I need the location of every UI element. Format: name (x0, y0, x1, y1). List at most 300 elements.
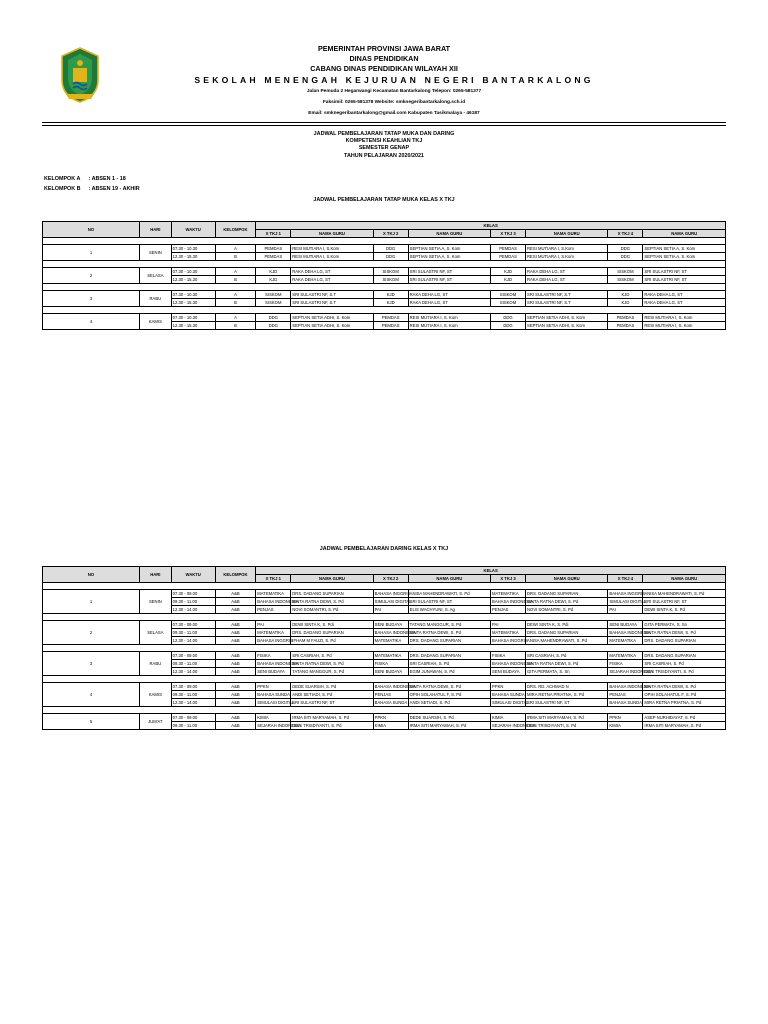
table-cell: MIRA RETNA PRIATNA, S. Pd (643, 699, 726, 707)
table-cell: DEDE SUARSIH, S. Pd (408, 714, 490, 722)
spacer-cell (491, 238, 526, 245)
table-cell: PENJAS (373, 691, 408, 699)
spacer-cell (643, 614, 726, 621)
spacer-cell (608, 238, 643, 245)
table-cell: PAI (373, 606, 408, 614)
table-row (43, 714, 726, 722)
table-cell: DRS. DADANG SUPARIAN (643, 652, 726, 660)
table-cell: SINTA RATNA DEWI, S. Pd (291, 660, 373, 668)
table-cell: 12.30 - 15.30 (171, 276, 215, 284)
table-cell: PENJAS (256, 606, 291, 614)
spacer-cell (526, 676, 608, 683)
table-cell: A (215, 291, 256, 299)
table-cell: BAHASA INDONESIA (492, 661, 534, 666)
spacer-cell (43, 614, 140, 621)
table-cell: SINTA RATNA DEWI, S. Pd (643, 683, 726, 691)
letterhead-contact: Faksimil: 0265-581378 Website: smknegeribantarkalong.sch.id (322, 100, 466, 105)
spacer-cell (408, 284, 490, 291)
table-cell: 09.30 - 11.00 (171, 598, 215, 606)
table-cell: A&B (215, 660, 256, 668)
spacer-cell (171, 707, 215, 714)
table-row (43, 621, 726, 629)
document-heading (0, 131, 768, 160)
header-col: NAMA GURU (526, 230, 608, 238)
table-cell: B (215, 322, 256, 330)
table-cell: SENI BUDAYA (608, 621, 643, 629)
table-cell: A&B (215, 606, 256, 614)
table-cell: A&B (215, 683, 256, 691)
table-cell: SINTA RATNA DEWI, S. Pd (408, 629, 490, 637)
spacer-cell (140, 645, 172, 652)
header-waktu: WAKTU (171, 567, 215, 583)
table-cell: ANISA MAHENDRAWATI, S. Pd (408, 590, 490, 598)
table-cell: SEPTIAN SETIA A, S. Kom (408, 245, 490, 253)
table-cell: 07.30 - 10.30 (171, 245, 215, 253)
table-cell: SINTA RATNA DEWI, S. Pd (291, 598, 373, 606)
table-cell: SISKOM (491, 291, 526, 299)
spacer-cell (408, 238, 490, 245)
spacer-cell (608, 614, 643, 621)
spacer-row (43, 707, 726, 714)
table-cell: ANISA MAHENDRAWATI, S. Pd (643, 590, 726, 598)
table-cell: 07.30 - 10.30 (171, 314, 215, 322)
spacer-cell (171, 261, 215, 268)
header-col: X TKJ 3 (491, 575, 526, 583)
spacer-cell (140, 284, 172, 291)
spacer-cell (643, 676, 726, 683)
spacer-cell (526, 707, 608, 714)
table-cell: SEPTIAN SETIA A, S. Kom (643, 253, 726, 261)
spacer-cell (373, 645, 408, 652)
table-cell: ASEP NURHIDAYAT, S. Pd (643, 714, 726, 722)
daring-schedule-table (42, 566, 726, 730)
table-cell: BAHASA INGGRIS (374, 591, 411, 596)
table-cell: DEIS TRISDIYANTI, S. Pd (291, 722, 373, 730)
table-cell: SISKOM (608, 276, 643, 284)
header-col: NAMA GURU (291, 575, 373, 583)
table-cell: BAHASA INGGRIS (609, 591, 646, 596)
table-cell: DDG (373, 253, 408, 261)
table-cell: PPKN (491, 683, 526, 691)
day-name: SENIN (140, 245, 172, 261)
spacer-cell (291, 645, 373, 652)
table-row (43, 245, 726, 253)
table-cell: MATEMATIKA (491, 629, 526, 637)
table-cell: FISIKA (608, 660, 643, 668)
day-no: 3 (43, 291, 140, 307)
header-col: NAMA GURU (643, 230, 726, 238)
table-cell: A&B (215, 714, 256, 722)
heading-line4: TAHUN PELAJARAN 2020/2021 (344, 152, 424, 159)
spacer-cell (140, 261, 172, 268)
table-cell: SRI SULASTRI NF, ST (643, 268, 726, 276)
table-cell: RAKA DEHA LG, ST (643, 299, 726, 307)
table-cell: A&B (215, 637, 256, 645)
spacer-row (43, 583, 726, 590)
table-header-row (43, 222, 726, 230)
spacer-cell (291, 614, 373, 621)
table-cell: SINTA RATNA DEWI, S. Pd (408, 683, 490, 691)
table-cell: SRI SULASTRI NF, S.T (291, 299, 373, 307)
table-cell: KIMIA (256, 714, 291, 722)
table-cell: IFHAM M FAUZI, S. Pd (291, 637, 373, 645)
spacer-cell (526, 238, 608, 245)
table-cell: DRS. DADANG SUPARIAN (643, 637, 726, 645)
table-cell: SEJARAH INDONESIA (492, 723, 536, 728)
table-cell: KJD (373, 291, 408, 299)
table-cell: SISKOM (256, 291, 291, 299)
header-col: X TKJ 4 (608, 575, 643, 583)
table-cell: DEDE SUARSIH, S. Pd (291, 683, 373, 691)
table-cell: 09.30 - 11.00 (171, 629, 215, 637)
table-cell: RAKA DEHA LG, ST (526, 268, 608, 276)
table-cell: RESI MUTIARA I, S.Kom (526, 253, 608, 261)
header-col: X TKJ 4 (608, 230, 643, 238)
table-cell: ANDI SETIADI, S. Pd (291, 691, 373, 699)
table-cell: SRI SULASTRI NF, S.T (291, 291, 373, 299)
header-col: X TKJ 1 (256, 230, 291, 238)
spacer-cell (373, 307, 408, 314)
table-cell: A&B (215, 722, 256, 730)
header-col: X TKJ 2 (373, 575, 408, 583)
table-cell: MIRA RETNA PRIATNA, S. Pd (526, 691, 608, 699)
spacer-cell (408, 645, 490, 652)
table-cell: KJD (491, 268, 526, 276)
table-cell: EGIM JUNAWAN, S. Pd (408, 668, 490, 676)
table-cell: SRI SULASTRI NF, ST (291, 699, 373, 707)
table-cell: DEWI SINTA K, S. Pd (643, 606, 726, 614)
table-cell: SIMULASI DIGITAL (374, 599, 412, 604)
spacer-cell (373, 676, 408, 683)
table-cell: DEIS TRISDIYANTI, S. Pd (526, 722, 608, 730)
spacer-cell (215, 284, 256, 291)
header-col: NAMA GURU (408, 230, 490, 238)
table-cell: B (215, 276, 256, 284)
table-cell: BAHASA INDONESIA (257, 599, 299, 604)
spacer-cell (491, 583, 526, 590)
table-cell: ANISA MAHENDRAWATI, S. Pd (526, 637, 608, 645)
table-cell: RESI MUTIARA I, S. Kom (643, 314, 726, 322)
spacer-cell (291, 307, 373, 314)
spacer-cell (373, 284, 408, 291)
day-name: RABU (140, 291, 172, 307)
table-cell: KJD (491, 276, 526, 284)
table-cell: DRS. DADANG SUPARIAN (526, 590, 608, 598)
heading-line1: JADWAL PEMBELAJARAN TATAP MUKA DAN DARING (313, 131, 455, 137)
table-cell: SRI SULASTRI NF, ST (408, 268, 490, 276)
spacer-cell (43, 284, 140, 291)
day-name: KAMIS (140, 314, 172, 330)
header-hari: HARI (140, 567, 172, 583)
table-cell: MATEMATIKA (608, 652, 643, 660)
table-cell: PPKN (256, 683, 291, 691)
day-no: 3 (43, 652, 140, 676)
day-name: SELASA (140, 621, 172, 645)
table-cell: RESI MUTIARA I, S. Kom (643, 322, 726, 330)
table-cell: 07.30 - 09.00 (171, 683, 215, 691)
table-cell: SIMULASI DIGITAL (257, 700, 294, 705)
spacer-cell (643, 284, 726, 291)
table-cell: SRI SULASTRI NF, ST (643, 276, 726, 284)
table-cell: SENI BUDAYA (373, 668, 408, 676)
table-cell: RESI MUTIARA I, S.Kom (526, 245, 608, 253)
header-col: X TKJ 3 (491, 230, 526, 238)
spacer-cell (215, 583, 256, 590)
table-cell: PENJAS (491, 606, 526, 614)
table-cell: RAKA DEHA LG, ST (291, 276, 373, 284)
day-name: JUM'AT (140, 714, 172, 730)
spacer-cell (608, 676, 643, 683)
table-cell: 12.30 - 15.30 (171, 322, 215, 330)
spacer-cell (215, 614, 256, 621)
spacer-cell (256, 676, 291, 683)
header-kelas: KELAS (256, 222, 726, 230)
spacer-cell (408, 583, 490, 590)
table-cell: A&B (215, 590, 256, 598)
header-col: X TKJ 1 (256, 575, 291, 583)
table-cell: DRS. DADANG SUPARIAN (408, 637, 490, 645)
table-cell: BAHASA INGGRIS (257, 638, 293, 643)
table-cell: PEMDAS (256, 253, 291, 261)
table-cell: SISKOM (256, 299, 291, 307)
table-cell: DDG (491, 314, 526, 322)
table-cell: BAHASA INDONESIA (609, 630, 651, 635)
spacer-cell (491, 614, 526, 621)
spacer-cell (491, 284, 526, 291)
table-cell: PEMDAS (608, 322, 643, 330)
table-cell: PAI (491, 621, 526, 629)
spacer-cell (215, 676, 256, 683)
table-cell: 09.30 - 11.00 (171, 691, 215, 699)
spacer-cell (215, 645, 256, 652)
table-cell: SEJARAH INDONESIA (609, 669, 653, 674)
table-cell: KJD (256, 268, 291, 276)
spacer-cell (256, 645, 291, 652)
spacer-cell (291, 707, 373, 714)
heading-line3: SEMESTER GENAP (358, 145, 410, 152)
table-cell: RAKA DEHA LG, ST (526, 276, 608, 284)
spacer-cell (526, 284, 608, 291)
header-col: X TKJ 2 (373, 230, 408, 238)
table-cell: TATANG MANGGUR, S. Pd (291, 668, 373, 676)
spacer-cell (140, 583, 172, 590)
day-name: RABU (140, 652, 172, 676)
spacer-cell (140, 614, 172, 621)
spacer-cell (256, 261, 291, 268)
day-name: SELASA (140, 268, 172, 284)
spacer-cell (291, 261, 373, 268)
day-name: KAMIS (140, 683, 172, 707)
header-col: NAMA GURU (291, 230, 373, 238)
table-cell: A (215, 314, 256, 322)
spacer-cell (491, 645, 526, 652)
table-cell: DRS. DADANG SUPARIAN (526, 629, 608, 637)
spacer-cell (215, 707, 256, 714)
table-cell: SISKOM (491, 299, 526, 307)
spacer-cell (215, 261, 256, 268)
spacer-row (43, 284, 726, 291)
header-hari: HARI (140, 222, 172, 238)
table-cell: SISKOM (373, 268, 408, 276)
spacer-cell (408, 614, 490, 621)
school-name: SEKOLAH MENENGAH KEJURUAN NEGERI BANTARKALONG (194, 75, 594, 85)
spacer-cell (256, 707, 291, 714)
spacer-cell (43, 676, 140, 683)
table-cell: SENI BUDAYA (491, 668, 526, 676)
table-cell: SINTA RATNA DEWI, S. Pd (526, 598, 608, 606)
spacer-cell (291, 583, 373, 590)
spacer-cell (171, 645, 215, 652)
table-cell: PPKN (608, 714, 643, 722)
table-row (43, 314, 726, 322)
table-cell: BAHASA INDONESIA (374, 684, 416, 689)
table-cell: DRS. DADANG SUPARIAN (291, 590, 373, 598)
table-cell: PPKN (373, 714, 408, 722)
table-cell: RESI MUTIARA I, S.Kom (291, 253, 373, 261)
table-cell: 09.30 - 11.00 (171, 660, 215, 668)
table-cell: SRI CASRIAH, S. Pd (291, 652, 373, 660)
table-cell: MATEMATIKA (608, 637, 643, 645)
spacer-row (43, 261, 726, 268)
spacer-cell (171, 676, 215, 683)
spacer-cell (526, 307, 608, 314)
table-cell: SIMULASI DIGITAL (492, 700, 529, 705)
day-no: 1 (43, 245, 140, 261)
header-col: NAMA GURU (408, 575, 490, 583)
spacer-cell (171, 583, 215, 590)
spacer-cell (491, 676, 526, 683)
table-cell: 12.30 - 14.00 (171, 637, 215, 645)
table-cell: 07.30 - 09.00 (171, 652, 215, 660)
table-cell: SINTA RATNA DEWI, S. Pd (643, 629, 726, 637)
table-cell: FISIKA (256, 652, 291, 660)
group-value: : ABSEN 19 - AKHIR (88, 185, 140, 192)
table-cell: FISIKA (491, 652, 526, 660)
spacer-cell (256, 583, 291, 590)
table-cell: OPIH SOLAHATUL F, S. Pd (408, 691, 490, 699)
spacer-cell (43, 238, 140, 245)
table-cell: IRMA SITI MARYAMAH, S. Pd (408, 722, 490, 730)
table-cell: IRMA SITI MARYAMAH, S. Pd (526, 714, 608, 722)
table-cell: BAHASA SUNDA (257, 692, 290, 697)
table-cell: RESI MUTIARA I, S. Kom (408, 314, 490, 322)
table-cell: SENI BUDAYA (256, 668, 291, 676)
spacer-cell (491, 261, 526, 268)
table-row (43, 268, 726, 276)
table-cell: B (215, 299, 256, 307)
table-cell: SIMULASI DIGITAL (609, 599, 647, 604)
spacer-cell (526, 583, 608, 590)
table-cell: SEPTIAN SETIA ADHI, S. Kom (526, 314, 608, 322)
spacer-cell (526, 261, 608, 268)
table-cell: DEWI SINTA K, S. Pdi (291, 621, 373, 629)
table-cell: SEPTIAN SETIA ADHI, S. Kom (291, 322, 373, 330)
table-cell: RAKA DEHA LG, ST (291, 268, 373, 276)
spacer-cell (608, 645, 643, 652)
spacer-cell (643, 707, 726, 714)
group-legend (42, 174, 148, 195)
table-cell: GITA PERMATA, S. Sn (526, 668, 608, 676)
spacer-row (43, 676, 726, 683)
table-cell: PEMDAS (256, 245, 291, 253)
table-cell: ANDI SETIADI, S. Pd (408, 699, 490, 707)
group-value: : ABSEN 1 - 18 (88, 176, 126, 182)
spacer-cell (643, 583, 726, 590)
table-cell: PEMDAS (373, 322, 408, 330)
header-col: NAMA GURU (643, 575, 726, 583)
spacer-cell (608, 307, 643, 314)
table-cell: SEPTIAN SETIA A, S. Kom (408, 253, 490, 261)
day-no: 2 (43, 268, 140, 284)
table-header-row (43, 567, 726, 575)
table-cell: A&B (215, 652, 256, 660)
spacer-cell (643, 307, 726, 314)
spacer-cell (526, 645, 608, 652)
table-cell: SRI SULASTRI NF, ST (526, 699, 608, 707)
spacer-cell (43, 707, 140, 714)
table-cell: KJD (256, 276, 291, 284)
spacer-cell (140, 676, 172, 683)
table-cell: SRI SULASTRI NF, S.T (526, 291, 608, 299)
spacer-cell (291, 676, 373, 683)
table-cell: A (215, 268, 256, 276)
header-waktu: WAKTU (171, 222, 215, 238)
spacer-cell (140, 307, 172, 314)
table-cell: A&B (215, 598, 256, 606)
table-cell: SINTA RATNA DEWI, S. Pd (526, 660, 608, 668)
spacer-cell (373, 614, 408, 621)
day-no: 2 (43, 621, 140, 645)
spacer-cell (215, 307, 256, 314)
table-cell: SISKOM (373, 276, 408, 284)
spacer-cell (373, 707, 408, 714)
group-name: KELOMPOK A (44, 176, 81, 182)
spacer-cell (215, 238, 256, 245)
table-cell: MATEMATIKA (373, 637, 408, 645)
header-kelompok: KELOMPOK (215, 222, 256, 238)
table-cell: 07.30 - 09.00 (171, 621, 215, 629)
table-cell: RAKA DEHA LG, ST (643, 291, 726, 299)
table-cell: KJD (608, 299, 643, 307)
spacer-cell (256, 284, 291, 291)
group-row (44, 186, 146, 194)
spacer-cell (140, 707, 172, 714)
table-cell: FISIKA (373, 660, 408, 668)
spacer-cell (373, 261, 408, 268)
table-cell: B (215, 253, 256, 261)
table-cell: DDG (256, 314, 291, 322)
spacer-cell (408, 676, 490, 683)
letterhead-line3: CABANG DINAS PENDIDIKAN WILAYAH XII (310, 64, 458, 73)
spacer-row (43, 238, 726, 245)
header-kelas: KELAS (256, 567, 726, 575)
spacer-cell (373, 583, 408, 590)
letterhead-line2: DINAS PENDIDIKAN (349, 54, 419, 63)
table-cell: 07.30 - 09.00 (171, 714, 215, 722)
table-cell: PEMDAS (373, 314, 408, 322)
table-cell: SENI BUDAYA (373, 621, 408, 629)
table-cell: A&B (215, 699, 256, 707)
tatap-muka-schedule-table (42, 221, 726, 330)
table-cell: BAHASA INDONESIA (609, 684, 651, 689)
table-cell: MATEMATIKA (256, 629, 291, 637)
table-cell: BAHASA SUNDA (609, 700, 643, 705)
table-cell: PEMDAS (491, 253, 526, 261)
letterhead-line1: PEMERINTAH PROVINSI JAWA BARAT (317, 44, 451, 53)
spacer-cell (643, 645, 726, 652)
spacer-cell (291, 238, 373, 245)
table-cell: BAHASA INDONESIA (374, 630, 416, 635)
